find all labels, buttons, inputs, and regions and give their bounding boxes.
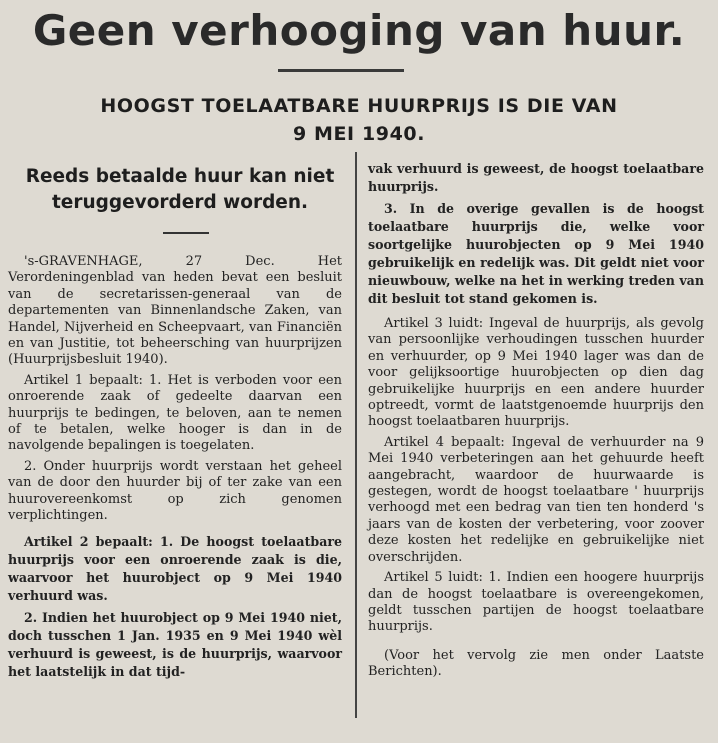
headline: Geen verhooging van huur. <box>32 6 686 55</box>
article-2-clause-3-paragraph: 3. In de overige gevallen is de hoogst toelaatbare huurprijs die, welke voor soortgelijke huurobjecten op 9 Mei 1940 gebruikelijk en redelijk was. Dit geldt niet voor nieuwbouw, welke na het in werking treden van dit besluit tot stand gekomen is. <box>368 201 704 306</box>
subheadline-line-1: HOOGST TOELAATBARE HUURPRIJS IS DIE VAN <box>100 95 618 117</box>
article-3-paragraph: Artikel 3 luidt: Ingeval de huurprijs, als gevolg van persoonlijke verhoudingen tusschen huurder en verhuurder, op 9 Mei 1940 lager was dan de voor gelijksoortige huurobjecten op dien dag gebruikelijke huurprijs en een andere huurder optreedt, vormt de laatstgenoemde huurprijs den hoogst toelaatbaren huurprijs. <box>368 316 704 430</box>
article-5-paragraph: Artikel 5 luidt: 1. Indien een hoogere huurprijs dan de hoogst toelaatbare is overeengekomen, geldt tusschen partijen de hoogst toelaatbare huurprijs. <box>368 570 704 635</box>
left-column <box>8 164 342 685</box>
subheadline-line-2: 9 MEI 1940. <box>292 123 426 145</box>
article-4-paragraph: Artikel 4 bepaalt: Ingeval de verhuurder na 9 Mei 1940 verbeteringen aan het gehuurde heeft aangebracht, waardoor de huurwaarde is gestegen, wordt de hoogst toelaatbare ' huurprijs verhoogd met een bedrag van tien ten honderd 's jaars van de kosten der verbetering, voor zoover deze kosten het redelijke en gebruikelijke niet overschrijden. <box>368 434 704 565</box>
column-heading-line-1: Reeds betaalde huur kan niet <box>25 166 335 187</box>
continuation-note: (Voor het vervolg zie men onder Laatste Berichten). <box>368 647 704 680</box>
column-divider <box>355 152 357 718</box>
column-heading-line-2: teruggevorderd worden. <box>51 192 309 213</box>
article-1-clause-2-paragraph: 2. Onder huurprijs wordt verstaan het geheel van de door den huurder bij of ter zake van een huurovereenkomst op zich genomen verplichtingen. <box>8 458 342 524</box>
headline-rule <box>278 69 404 72</box>
continuation-paragraph: vak verhuurd is geweest, de hoogst toelaatbare huurprijs. <box>368 161 704 194</box>
article-2-paragraph: Artikel 2 bepaalt: 1. De hoogst toelaatbare huurprijs voor een onroerende zaak is die, waarvoor het huurobject op 9 Mei 1940 verhuurd was. <box>8 533 342 603</box>
intro-paragraph: 's-GRAVENHAGE, 27 Dec. Het Verordeningenblad van heden bevat een besluit van de secretarissen-generaal van de departementen van Binnenlandsche Zaken, van Handel, Nijverheid en Scheepvaart, van Financiën en van Justitie, tot beheersching van huurprijzen (Huurprijsbesluit 1940). <box>8 254 342 368</box>
article-1-paragraph: Artikel 1 bepaalt: 1. Het is verboden voor een onroerende zaak of gedeelte daarvan een huurprijs te bedingen, te beloven, aan te nemen of te betalen, welke hooger is dan in de navolgende bepalingen is toegelaten. <box>8 372 342 454</box>
section-rule <box>163 232 209 234</box>
right-column <box>368 160 704 685</box>
article-2-clause-2-paragraph: 2. Indien het huurobject op 9 Mei 1940 niet, doch tusschen 1 Jan. 1935 en 9 Mei 1940 wèl verhuurd is geweest, is de huurprijs, waarvoor het laatstelijk in dat tijd- <box>8 609 342 679</box>
